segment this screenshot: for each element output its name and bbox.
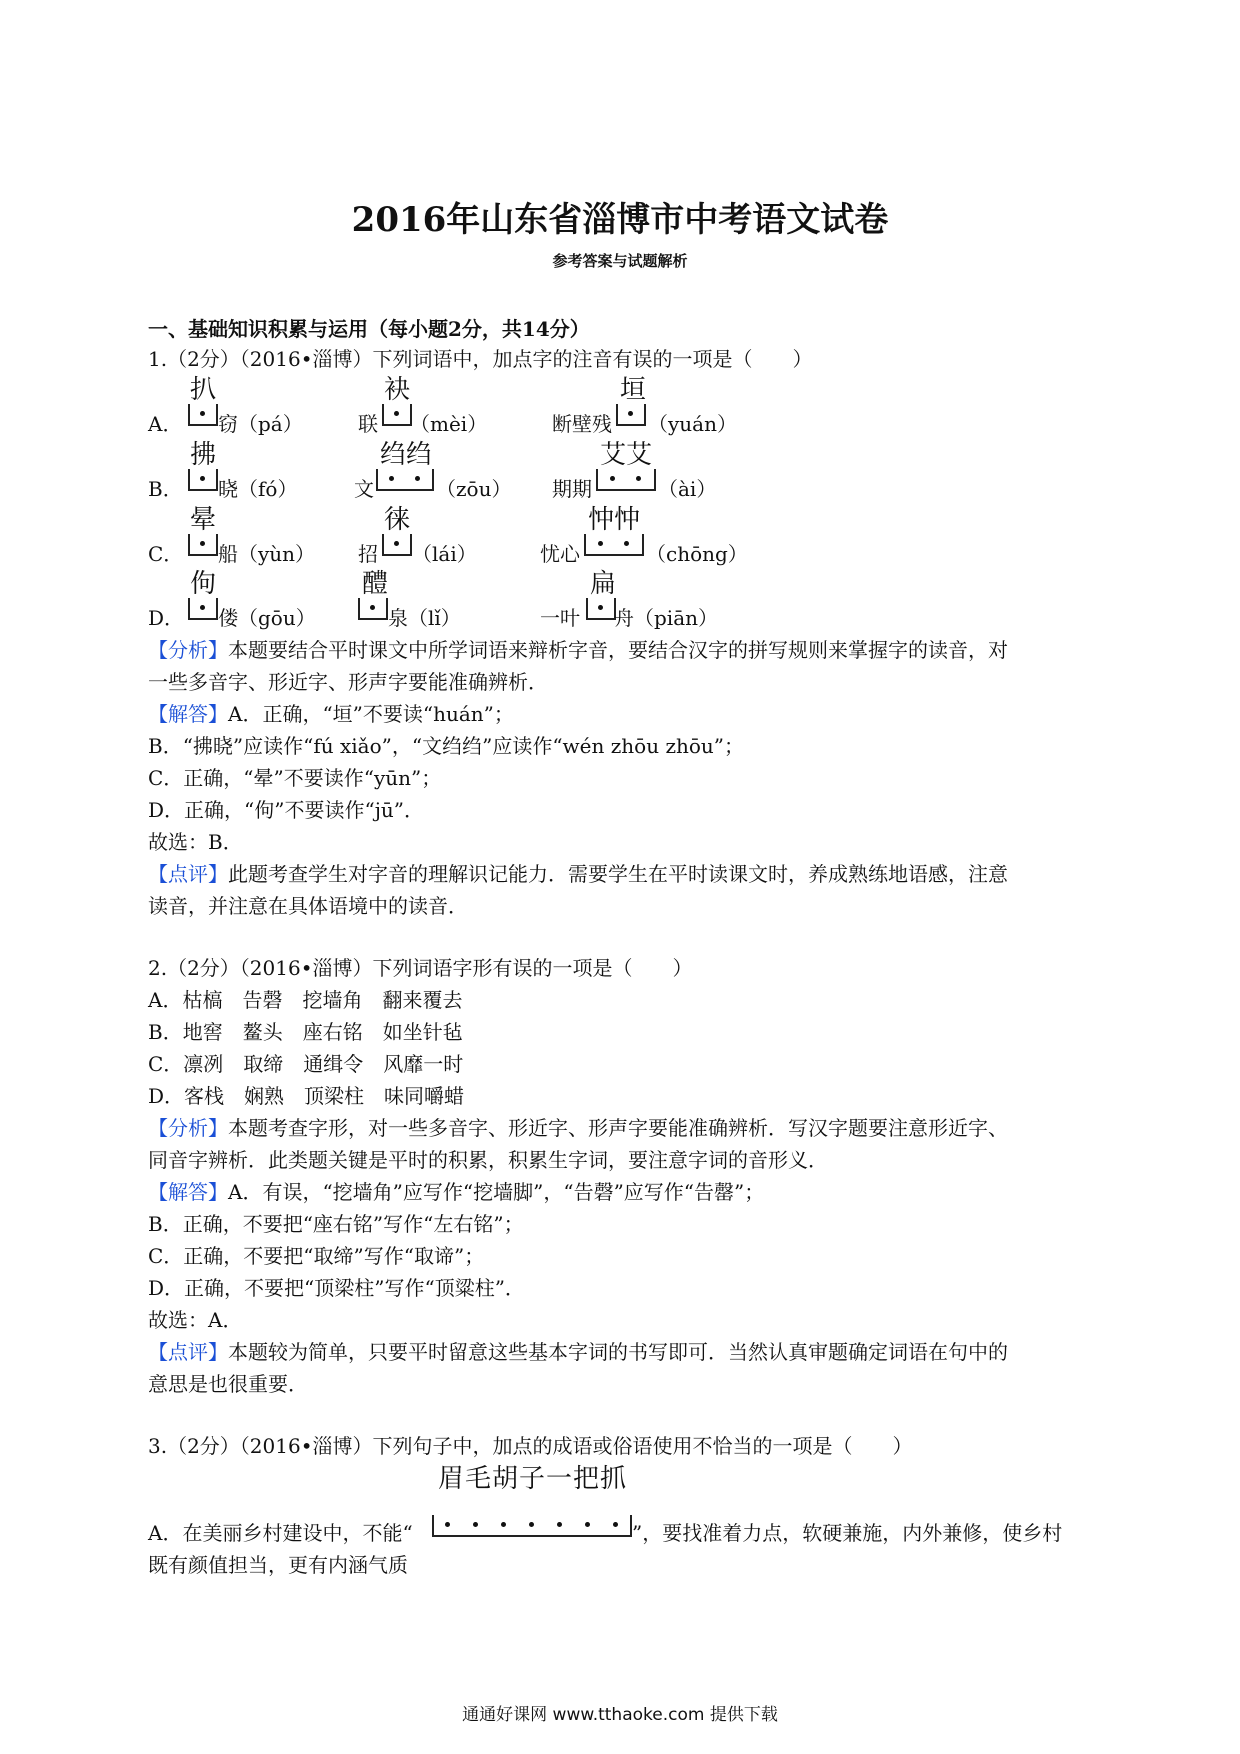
answer-tag: 【解答】 <box>148 1180 228 1204</box>
analysis-tag: 【分析】 <box>148 1116 228 1140</box>
q1-b-w1-rest: 晓（fó） <box>218 477 298 501</box>
q1-d-w2-rest: 泉（lǐ） <box>388 606 461 630</box>
q1-a-w1-rest: 窃（pá） <box>218 412 303 436</box>
q2-option-d: D．客栈 娴熟 顶梁柱 味同嚼蜡 <box>148 1084 465 1108</box>
q1-a-w3-char: 垣 <box>620 375 647 405</box>
q1-c-w2-rest: （lái） <box>412 542 477 566</box>
q1-a-w1-bracket <box>188 404 218 426</box>
q2-comment: 【点评】本题较为简单，只要平时留意这些基本字词的书写即可．当然认真审题确定词语在句中的 <box>148 1340 1008 1364</box>
q1-c-w2-pre: 招 <box>358 542 378 566</box>
q1-analysis-cont: 一些多音字、形近字、形声字要能准确辨析． <box>148 670 548 694</box>
q1-c-w2-bracket <box>382 534 412 556</box>
q1-d-w3-char: 扁 <box>590 569 617 599</box>
q1-d-w3-pre: 一叶 <box>540 606 580 630</box>
q1-c-w3-bracket <box>584 534 644 556</box>
q1-answer: 【解答】A．正确，“垣”不要读“huán”； <box>148 702 514 726</box>
q1-choice: 故选：B． <box>148 830 243 854</box>
q1-option-d-label: D． <box>148 606 185 630</box>
comment-tag: 【点评】 <box>148 1340 228 1364</box>
q1-a-w3-pre: 断壁残 <box>552 412 612 436</box>
q1-stem: 1.（2分）（2016•淄博）下列词语中，加点字的注音有误的一项是（ ） <box>148 347 813 371</box>
page-subtitle: 参考答案与试题解析 <box>552 252 688 270</box>
q1-d-w1-rest: 偻（gōu） <box>218 606 316 630</box>
answer-tag: 【解答】 <box>148 702 228 726</box>
q1-c-w1-char: 晕 <box>190 505 217 535</box>
q1-a-w2-pre: 联 <box>358 412 378 436</box>
q1-b-w3-char: 艾艾 <box>600 440 653 470</box>
q1-analysis: 【分析】本题要结合平时课文中所学词语来辩析字音，要结合汉字的拼写规则来掌握字的读音，对 <box>148 638 1008 662</box>
q1-b-w3-pre: 期期 <box>552 477 592 501</box>
q1-comment: 【点评】此题考查学生对字音的理解识记能力．需要学生在平时读课文时，养成熟练地语感，注意 <box>148 862 1008 886</box>
q1-a-w3-rest: （yuán） <box>648 412 737 436</box>
q2-option-b: B．地窖 鳌头 座右铭 如坐针毡 <box>148 1020 463 1044</box>
footer-download-note: 通通好课网 www.tthaoke.com 提供下载 <box>462 1705 778 1725</box>
q1-d-w2-bracket <box>358 598 388 620</box>
q1-d-w3-rest: 舟（piān） <box>614 606 719 630</box>
q3-option-a-rest: ”，要找准着力点，软硬兼施，内外兼修，使乡村 <box>632 1521 1063 1545</box>
q2-choice: 故选：A． <box>148 1308 243 1332</box>
q1-d-w1-bracket <box>188 598 218 620</box>
q1-option-c-label: C． <box>148 542 184 566</box>
q3-a-idiom-bracket <box>432 1515 632 1537</box>
q2-answer-c: C．正确，不要把“取缔”写作“取谛”； <box>148 1244 485 1268</box>
q1-b-w2-rest: （zōu） <box>436 477 512 501</box>
analysis-tag: 【分析】 <box>148 638 228 662</box>
q3-option-a-cont: 既有颜值担当，更有内涵气质 <box>148 1553 408 1577</box>
q1-option-a-label: A． <box>148 412 183 436</box>
q1-a-w2-bracket <box>382 404 412 426</box>
page-title: 2016年山东省淄博市中考语文试卷 <box>351 200 889 240</box>
q1-b-w3-rest: （ài） <box>658 477 717 501</box>
q1-a-w2-rest: （mèi） <box>410 412 488 436</box>
q1-c-w3-rest: （chōng） <box>646 542 748 566</box>
q2-option-a: A．枯槁 告磬 挖墙角 翻来覆去 <box>148 988 463 1012</box>
q1-b-w2-char: 绉绉 <box>380 440 433 470</box>
q1-c-w1-bracket <box>188 534 218 556</box>
q1-c-w3-pre: 忧心 <box>540 542 580 566</box>
q1-a-w2-char: 袂 <box>384 375 411 405</box>
q2-analysis: 【分析】本题考查字形，对一些多音字、形近字、形声字要能准确辨析．写汉字题要注意形近字、 <box>148 1116 1008 1140</box>
q2-answer-b: B．正确，不要把“座右铭”写作“左右铭”； <box>148 1212 524 1236</box>
q1-d-w3-bracket <box>586 598 616 620</box>
q1-option-b-label: B． <box>148 477 183 501</box>
q2-answer-d: D．正确，不要把“顶梁柱”写作“顶粱柱”． <box>148 1276 525 1300</box>
q1-a-w3-bracket <box>616 404 646 426</box>
q3-stem: 3.（2分）（2016•淄博）下列句子中，加点的成语或俗语使用不恰当的一项是（ ） <box>148 1434 913 1458</box>
q2-analysis-cont: 同音字辨析．此类题关键是平时的积累，积累生字词，要注意字词的音形义． <box>148 1148 828 1172</box>
q1-b-w2-bracket <box>376 469 434 491</box>
q2-stem: 2.（2分）（2016•淄博）下列词语字形有误的一项是（ ） <box>148 956 693 980</box>
q1-answer-c: C．正确，“晕”不要读作“yūn”； <box>148 766 442 790</box>
q1-b-w3-bracket <box>596 469 656 491</box>
q1-a-w1-char: 扒 <box>190 375 217 405</box>
q1-answer-b: B．“拂晓”应读作“fú xiǎo”，“文绉绉”应读作“wén zhōu zhōu”； <box>148 734 745 758</box>
q2-comment-cont: 意思是也很重要． <box>148 1372 308 1396</box>
q1-b-w2-pre: 文 <box>354 477 374 501</box>
q2-option-c: C．凛冽 取缔 通缉令 风靡一时 <box>148 1052 464 1076</box>
q1-comment-cont: 读音，并注意在具体语境中的读音． <box>148 894 468 918</box>
q3-option-a: A．在美丽乡村建设中，不能“ <box>148 1521 413 1545</box>
q1-d-w1-char: 佝 <box>190 569 217 599</box>
q2-answer: 【解答】A．有误，“挖墙角”应写作“挖墙脚”，“告磬”应写作“告罄”； <box>148 1180 765 1204</box>
q1-c-w3-char: 忡忡 <box>588 505 641 535</box>
q1-b-w1-char: 拂 <box>190 440 217 470</box>
section-heading: 一、基础知识积累与运用（每小题2分，共14分） <box>148 317 590 341</box>
q1-c-w1-rest: 船（yùn） <box>218 542 316 566</box>
q3-a-idiom: 眉毛胡子一把抓 <box>438 1464 628 1494</box>
q1-b-w1-bracket <box>188 469 218 491</box>
q1-answer-d: D．正确，“佝”不要读作“jū”． <box>148 798 425 822</box>
q1-d-w2-char: 醴 <box>362 569 389 599</box>
comment-tag: 【点评】 <box>148 862 228 886</box>
q1-c-w2-char: 徕 <box>384 505 411 535</box>
